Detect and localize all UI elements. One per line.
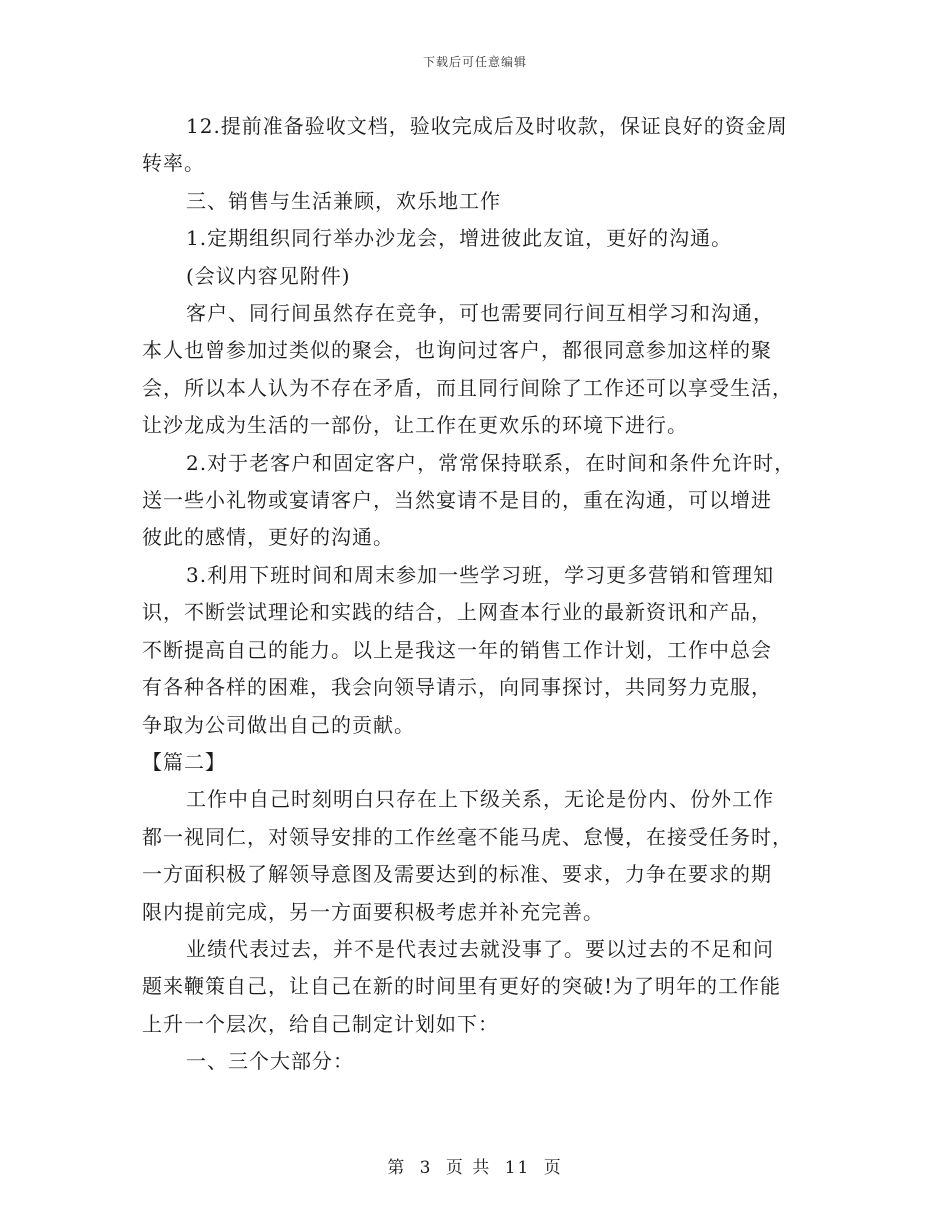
page-footer (0, 1153, 950, 1178)
footer-total-pages: 11 (504, 1158, 531, 1178)
text-line: 工作中自己时刻明白只存在上下级关系，无论是份内、份外工作 (186, 787, 774, 812)
text-line: 上升一个层次，给自己制定计划如下： (142, 1011, 499, 1036)
text-line: 本人也曾参加过类似的聚会，也询问过客户，都很同意参加这样的聚 (142, 338, 772, 363)
paragraph-item-2 (142, 445, 808, 557)
text-line: 送一些小礼物或宴请客户，当然宴请不是目的，重在沟通，可以增进 (142, 488, 772, 513)
paragraph-note (142, 258, 808, 295)
paragraph-item-1 (142, 220, 808, 257)
page-header-note: 下载后可任意编辑 (422, 55, 527, 69)
section-heading-part-two (142, 744, 808, 781)
text-line: 2.对于老客户和固定客户，常常保持联系，在时间和条件允许时， (186, 450, 796, 475)
paragraph-performance (142, 931, 808, 1043)
text-line: 一、三个大部分： (186, 1049, 354, 1074)
text-line: 三、销售与生活兼顾，欢乐地工作 (186, 188, 501, 213)
text-line: 题来鞭策自己，让自己在新的时间里有更好的突破!为了明年的工作能 (142, 974, 782, 999)
text-line: 客户、同行间虽然存在竞争，可也需要同行间互相学习和沟通， (186, 301, 774, 326)
paragraph-item-3 (142, 557, 808, 744)
footer-suffix: 页 (543, 1158, 563, 1178)
text-line: 限内提前完成，另一方面要积极考虑并补充完善。 (142, 899, 604, 924)
paragraph-salon (142, 295, 808, 445)
section-heading-1 (142, 1043, 808, 1080)
text-line: (会议内容见附件) (186, 263, 351, 288)
text-line: 让沙龙成为生活的一部份，让工作在更欢乐的环境下进行。 (142, 413, 688, 438)
document-body (142, 108, 808, 1081)
text-line: 彼此的感情，更好的沟通。 (142, 525, 394, 550)
text-line: 转率。 (142, 151, 205, 176)
text-line: 有各种各样的困难，我会向领导请示，向同事探讨，共同努力克服， (142, 675, 772, 700)
text-line: 不断提高自己的能力。以上是我这一年的销售工作计划，工作中总会 (142, 637, 772, 662)
text-line: 业绩代表过去，并不是代表过去就没事了。要以过去的不足和问 (186, 936, 774, 961)
paragraph-work-attitude (142, 781, 808, 931)
text-line: 12.提前准备验收文档，验收完成后及时收款，保证良好的资金周 (186, 114, 788, 138)
footer-prefix: 第 (387, 1158, 407, 1178)
text-line: 会，所以本人认为不存在矛盾，而且同行间除了工作还可以享受生活， (142, 375, 793, 400)
paragraph-item-12 (142, 108, 808, 183)
text-line: 一方面积极了解领导意图及需要达到的标准、要求，力争在要求的期 (142, 862, 772, 887)
text-line: 1.定期组织同行举办沙龙会，增进彼此友谊，更好的沟通。 (186, 226, 733, 251)
text-line: 争取为公司做出自己的贡献。 (142, 712, 415, 737)
text-line: 都一视同仁，对领导安排的工作丝毫不能马虎、怠慢，在接受任务时， (142, 824, 793, 849)
text-line: 【篇二】 (142, 749, 226, 774)
footer-middle: 页 共 (445, 1158, 492, 1178)
section-heading-3 (142, 183, 808, 220)
footer-page-number: 3 (419, 1158, 433, 1178)
text-line: 3.利用下班时间和周末参加一些学习班，学习更多营销和管理知 (186, 562, 775, 587)
text-line: 识，不断尝试理论和实践的结合，上网查本行业的最新资讯和产品， (142, 600, 772, 625)
